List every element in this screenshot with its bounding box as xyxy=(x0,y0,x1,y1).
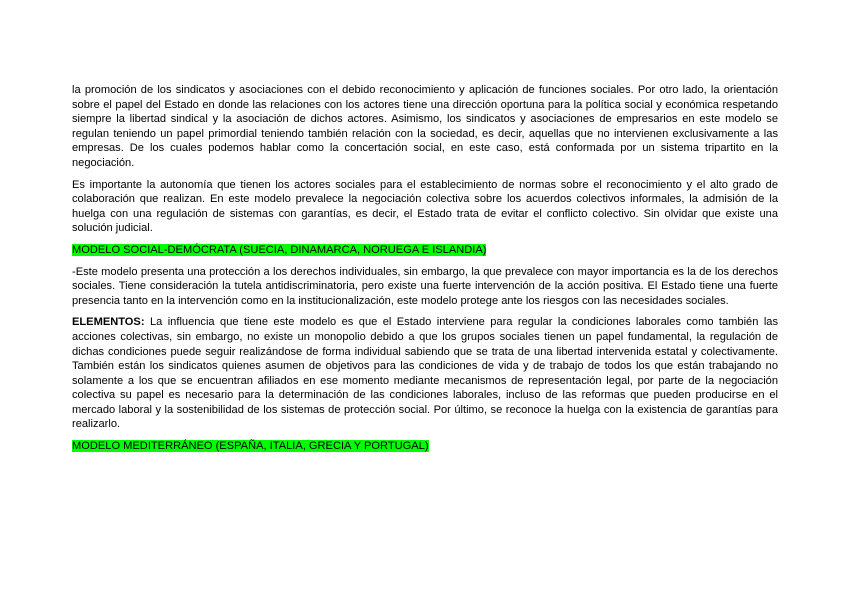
document-page xyxy=(72,83,778,461)
paragraph-derechos: -Este modelo presenta una protección a los derechos individuales, sin embargo, la que prevalece con mayor importancia es la de los derechos sociales. Tiene consideración la tutela antidiscriminatoria, pero existe una fuerte intervención de la acción positiva. El Estado tiene una fuerte presencia tanto en la intervención como en la institucionalización, este modelo protege ante los riesgos con las necesidades sociales. xyxy=(72,265,778,307)
paragraph-concertacion: la promoción de los sindicatos y asociaciones con el debido reconocimiento y aplicación de funciones sociales. Por otro lado, la orientación sobre el papel del Estado en donde las relaciones con los actores tiene una dirección oportuna para la política social y económica respetando siempre la libertad sindical y la asociación de dichos actores. Asimismo, los sindicatos y asociaciones de empresarios en este modelo se regulan teniendo un papel primordial teniendo también relación con la sociedad, es decir, aquellas que no intervienen exclusivamente a las empresas. De los cuales podemos hablar como la concertación social, en este caso, está conformada por un sistema tripartito en la negociación. xyxy=(72,84,778,169)
elementos-text: La influencia que tiene este modelo es que el Estado interviene para regular la condiciones laborales como también las acciones colectivas, sin embargo, no existe un monopolio debido a que los grupos sociales tienen un papel fundamental, la regulación de dichas condiciones puede seguir realizándose de forma individual sabiendo que se trata de una libertad intervenida estatal y colectivamente. También están los sindicatos quienes asumen de objetivos para las condiciones de vida y de trabajo de todos los que están trabajando no solamente a los que se encuentran afiliados en ese momento mediante mecanismos de representación legal, por parte de la negociación colectiva su papel es necesario para la determinación de las condiciones laborales, incluso de las reformas que pueden producirse en el mercado laboral y la sostenibilidad de los sistemas de protección social. Por último, se reconoce la huelga con la existencia de garantías para realizarlo. xyxy=(72,316,778,431)
heading-modelo-mediterraneo xyxy=(72,439,778,454)
heading-modelo-social-democrata xyxy=(72,243,778,258)
elementos-label: ELEMENTOS: xyxy=(72,316,145,329)
paragraph-elementos xyxy=(72,315,778,432)
heading-highlight-social-democrata: MODELO SOCIAL-DEMÓCRATA (SUECIA, DINAMARCA, NORUEGA E ISLANDIA) xyxy=(72,243,487,256)
paragraph-autonomia: Es importante la autonomía que tienen los actores sociales para el establecimiento de normas sobre el reconocimiento y el alto grado de colaboración que realizan. En este modelo prevalece la negociación colectiva sobre los acuerdos colectivos informales, la admisión de la huelga con una regulación de sistemas con garantías, es decir, el Estado trata de evitar el conflicto colectivo. Sin olvidar que existe una solución judicial. xyxy=(72,178,778,235)
heading-highlight-mediterraneo: MODELO MEDITERRÁNEO (ESPAÑA, ITALIA, GRECIA Y PORTUGAL) xyxy=(72,440,429,453)
